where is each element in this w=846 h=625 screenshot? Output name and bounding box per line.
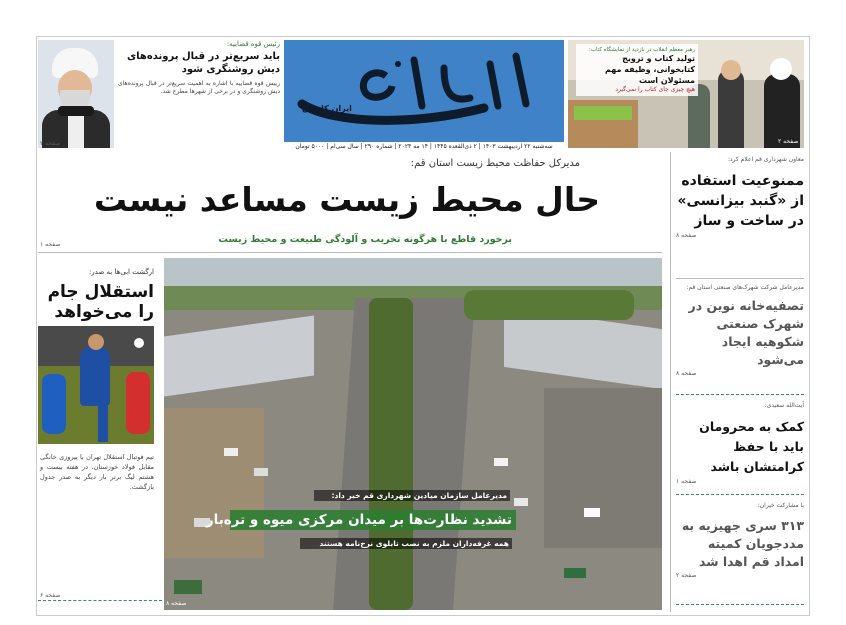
sports-page-ref: صفحه ۶ <box>40 592 61 599</box>
photo-headline: تشدید نظارت‌ها بر میدان مرکزی میوه و تره‌بار <box>230 510 516 530</box>
sidebar-kicker-3: آیت‌الله سعیدی: <box>764 402 804 409</box>
sidebar-headline-4: ۳۱۳ سری جهیزیه به مددجویان کمیته امداد قم اهدا شد <box>681 518 804 569</box>
promo-left-headline: تولید کتاب و ترویج کتابخوانی، وظیفه مهم مسئولان است <box>604 54 695 85</box>
sidebar-divider <box>670 152 671 612</box>
lead-headline: حال محیط زیست مساعد نیست <box>93 180 600 219</box>
sidebar-separator-1 <box>676 278 804 279</box>
promo-right-body: رییس قوه قضاییه با اشاره به اهمیت سریع‌تر در قبال پرونده‌های دیش روشنگری و در برخی از شهرها مطرح شد. <box>118 80 280 95</box>
promo-left-page-ref: صفحه ۲ <box>778 138 799 145</box>
sidebar-ref-1: صفحه ۸ <box>676 232 697 239</box>
lead-page-ref: صفحه ۱ <box>40 241 61 248</box>
lead-sub: برخورد قاطع با هرگونه تخریب و آلودگی طبیعت و محیط زیست <box>218 234 512 245</box>
sidebar-story-4 <box>676 502 804 579</box>
promo-left-sub: هیچ چیزی جای کتاب را نمی‌گیرد <box>615 86 695 93</box>
main-aerial-photo <box>164 258 662 610</box>
bottom-ornament <box>38 600 162 606</box>
sports-body: تیم فوتبال استقلال تهران با پیروزی خانگی مقابل فولاد خوزستان، در هفته بیست و هشتم لیگ برتر بار دیگر به صدر جدول بازگشت. <box>40 453 154 491</box>
photo-kicker: مدیرعامل سازمان میادین شهرداری قم خبر داد: <box>314 490 510 501</box>
sidebar-headline-1: ممنوعیت استفاده از «گنبد بیزانسی» در ساخت و ساز <box>677 173 804 229</box>
sidebar-kicker-4: با مشارکت خیران: <box>757 502 804 509</box>
masthead-logo <box>294 46 554 136</box>
promo-right-headline: باید سریع‌تر در قبال پرونده‌های دیش روشنگری شود <box>126 51 280 75</box>
sidebar-story-2 <box>676 284 804 377</box>
promo-left-kicker: رهبر معظم انقلاب در بازدید از نمایشگاه کتاب: <box>589 47 695 53</box>
lead-kicker: مدیرکل حفاظت محیط زیست استان قم: <box>410 158 580 169</box>
sidebar-story-3 <box>676 402 804 485</box>
sidebar-headline-2: تصفیه‌خانه نوین در شهرک صنعتی شکوهیه ایجاد می‌شود <box>688 298 804 367</box>
promo-right-page-ref: صفحه ۲ <box>40 140 61 147</box>
promo-left-textbox <box>576 44 698 96</box>
sports-photo <box>38 326 154 444</box>
ornament-divider-1 <box>676 394 804 398</box>
sports-kicker: ارگشت ابی‌ها به صدر: <box>88 268 154 276</box>
sports-headline: استقلال جام را می‌خواهد <box>47 282 154 322</box>
ornament-divider-2 <box>676 494 804 498</box>
lead-divider <box>38 252 662 253</box>
promo-right-text <box>118 40 280 148</box>
sidebar-ref-3: صفحه ۱ <box>676 478 697 485</box>
sidebar-headline-3: کمک به محرومان باید با حفظ کرامتشان باشد <box>699 419 804 474</box>
promo-right-kicker: رئیس قوه قضاییه: <box>226 40 280 48</box>
photo-sub: همه غرفه‌داران ملزم به نصب تابلوی نرخ‌نامه هستند <box>300 538 512 549</box>
bottom-ornament-right <box>676 604 804 610</box>
masthead-tagline: ایران کاروان <box>302 104 352 113</box>
sidebar-ref-4: صفحه ۲ <box>676 572 697 579</box>
masthead-band <box>284 40 564 142</box>
sidebar-story-1 <box>676 156 804 239</box>
promo-photo-judiciary <box>38 40 114 148</box>
masthead-date-line: سه‌شنبه ۲۲ اردیبهشت ۱۴۰۳ | ۲ ذی‌القعده ۱۴۴۵ | ۱۴ مه ۲۰۲۴ | شماره ۲۹۰ | سال سی‌ام | ۵۰۰۰ تومان <box>295 143 553 150</box>
photo-page-ref: صفحه ۸ <box>166 600 187 607</box>
sidebar-ref-2: صفحه ۸ <box>676 370 697 377</box>
sidebar-kicker-1: معاون شهرداری قم اعلام کرد: <box>727 156 804 163</box>
sidebar-kicker-2: مدیرعامل شرکت شهرک‌های صنعتی استان قم: <box>686 284 804 291</box>
